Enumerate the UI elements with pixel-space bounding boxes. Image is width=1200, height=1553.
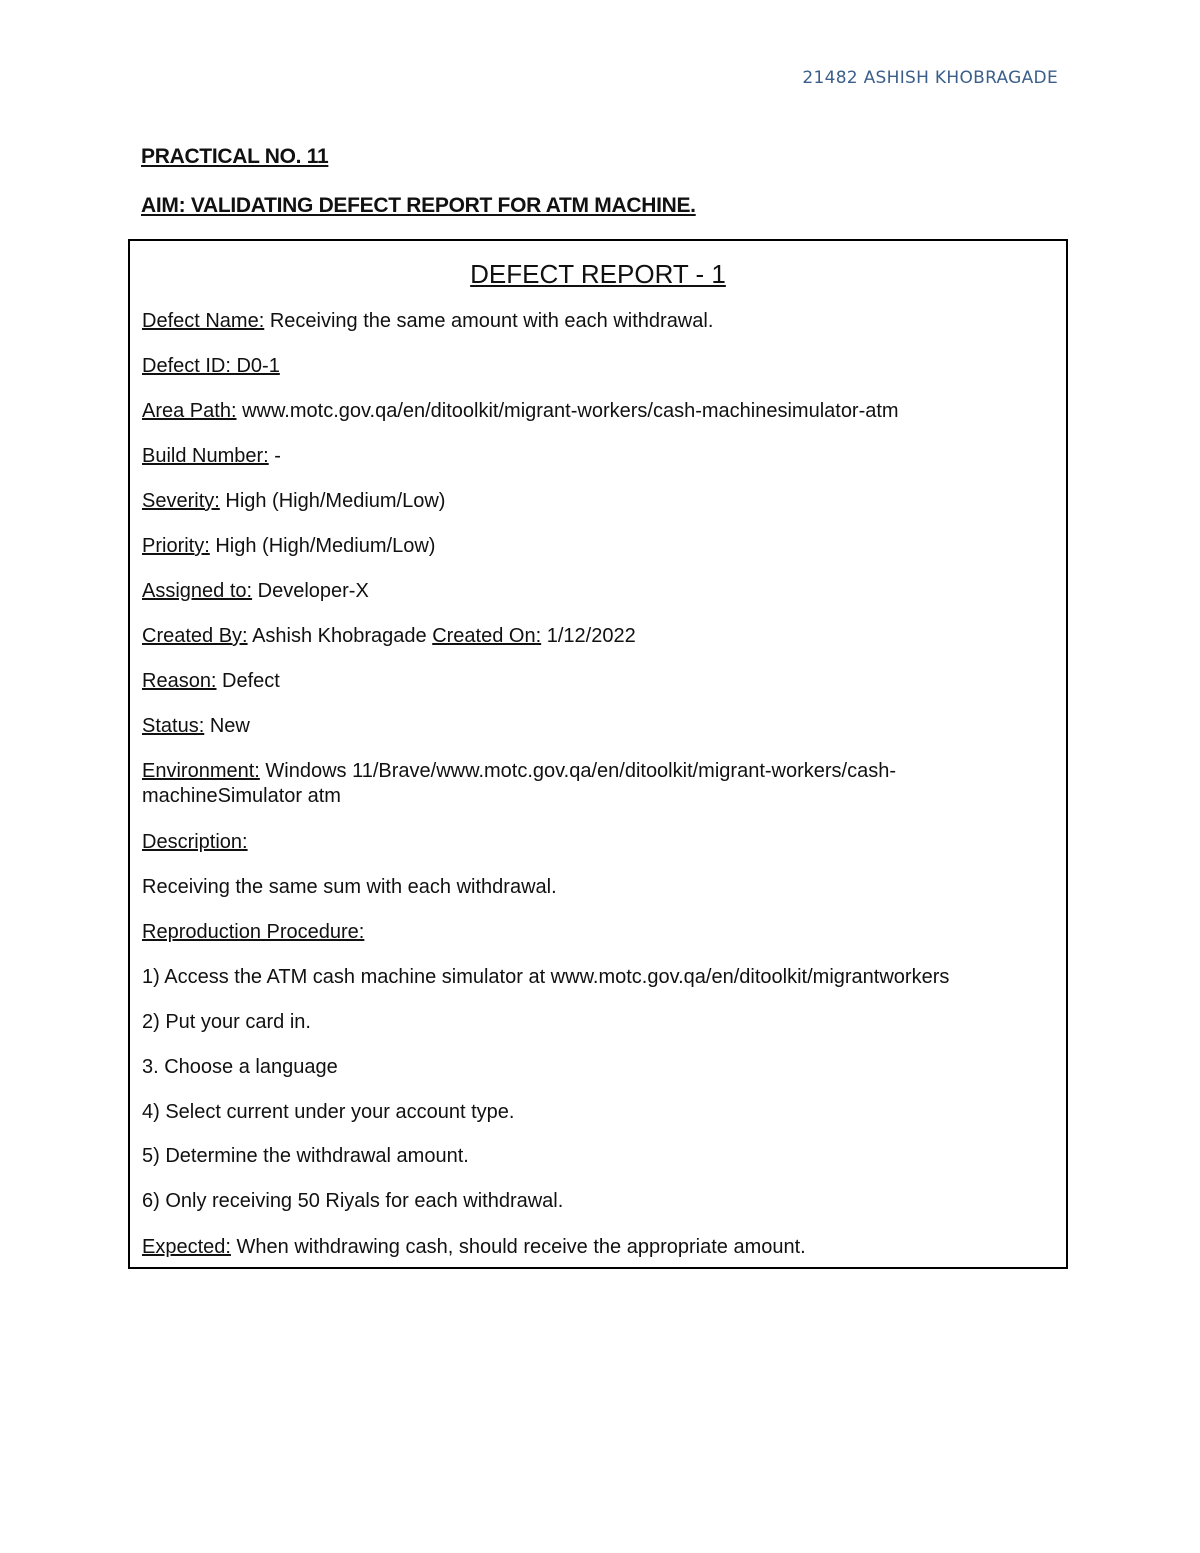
- priority-value: High (High/Medium/Low): [209, 535, 436, 557]
- practical-number-heading: PRACTICAL NO. 11: [141, 145, 329, 168]
- priority-row: [142, 534, 1026, 559]
- expected-value: When withdrawing cash, should receive the appropriate amount.: [230, 1236, 806, 1258]
- defect-name-row: [142, 309, 1026, 334]
- created-by-value: Ashish Khobragade: [247, 625, 433, 647]
- defect-id-row: [142, 354, 1026, 379]
- expected-label: Expected:: [142, 1236, 231, 1258]
- header-student-id: 21482 ASHISH KHOBRAGADE: [802, 68, 1058, 88]
- defect-name-label: Defect Name:: [142, 310, 265, 332]
- step-3: 3. Choose a language: [142, 1056, 338, 1078]
- defect-report-box: [128, 239, 1068, 1269]
- step-5: 5) Determine the withdrawal amount.: [142, 1145, 469, 1167]
- defect-id-label: Defect ID: D0-1: [142, 355, 280, 377]
- aim-heading: AIM: VALIDATING DEFECT REPORT FOR ATM MACHINE.: [141, 194, 696, 217]
- area-path-row: [142, 399, 1026, 424]
- defect-name-value: Receiving the same amount with each withdrawal.: [264, 310, 714, 332]
- step-1: 1) Access the ATM cash machine simulator at www.motc.gov.qa/en/ditoolkit/migrantworkers: [142, 966, 950, 988]
- reason-value: Defect: [216, 670, 280, 692]
- created-row: [142, 624, 1026, 649]
- assigned-to-label: Assigned to:: [142, 580, 253, 602]
- build-number-value: -: [268, 445, 281, 467]
- severity-value: High (High/Medium/Low): [219, 490, 446, 512]
- severity-row: [142, 489, 1026, 514]
- assigned-to-value: Developer-X: [252, 580, 369, 602]
- defect-report-title: DEFECT REPORT - 1: [470, 259, 726, 289]
- environment-row: [142, 759, 966, 809]
- reason-label: Reason:: [142, 670, 217, 692]
- environment-value: Windows 11/Brave/www.motc.gov.qa/en/ditoolkit/migrant-workers/cash-machineSimulator atm: [142, 760, 897, 807]
- created-by-label: Created By:: [142, 625, 248, 647]
- assigned-to-row: [142, 579, 1026, 604]
- environment-label: Environment:: [142, 760, 260, 782]
- description-label: Description:: [142, 831, 248, 853]
- priority-label: Priority:: [142, 535, 210, 557]
- description-label-row: [142, 830, 1026, 855]
- status-value: New: [204, 715, 250, 737]
- build-number-row: [142, 444, 1026, 469]
- reproduction-label-row: [142, 920, 1026, 945]
- status-label: Status:: [142, 715, 205, 737]
- step-2: 2) Put your card in.: [142, 1011, 311, 1033]
- area-path-label: Area Path:: [142, 400, 237, 422]
- created-on-value: 1/12/2022: [541, 625, 636, 647]
- reason-row: [142, 669, 1026, 694]
- description-value: Receiving the same sum with each withdrawal.: [142, 876, 557, 898]
- step-4: 4) Select current under your account type.: [142, 1101, 515, 1123]
- reproduction-label: Reproduction Procedure:: [142, 921, 365, 943]
- expected-row: [142, 1235, 1026, 1260]
- status-row: [142, 714, 1026, 739]
- severity-label: Severity:: [142, 490, 220, 512]
- build-number-label: Build Number:: [142, 445, 269, 467]
- step-6: 6) Only receiving 50 Riyals for each withdrawal.: [142, 1190, 564, 1212]
- created-on-label: Created On:: [432, 625, 542, 647]
- area-path-value: www.motc.gov.qa/en/ditoolkit/migrant-workers/cash-machinesimulator-atm: [236, 400, 899, 422]
